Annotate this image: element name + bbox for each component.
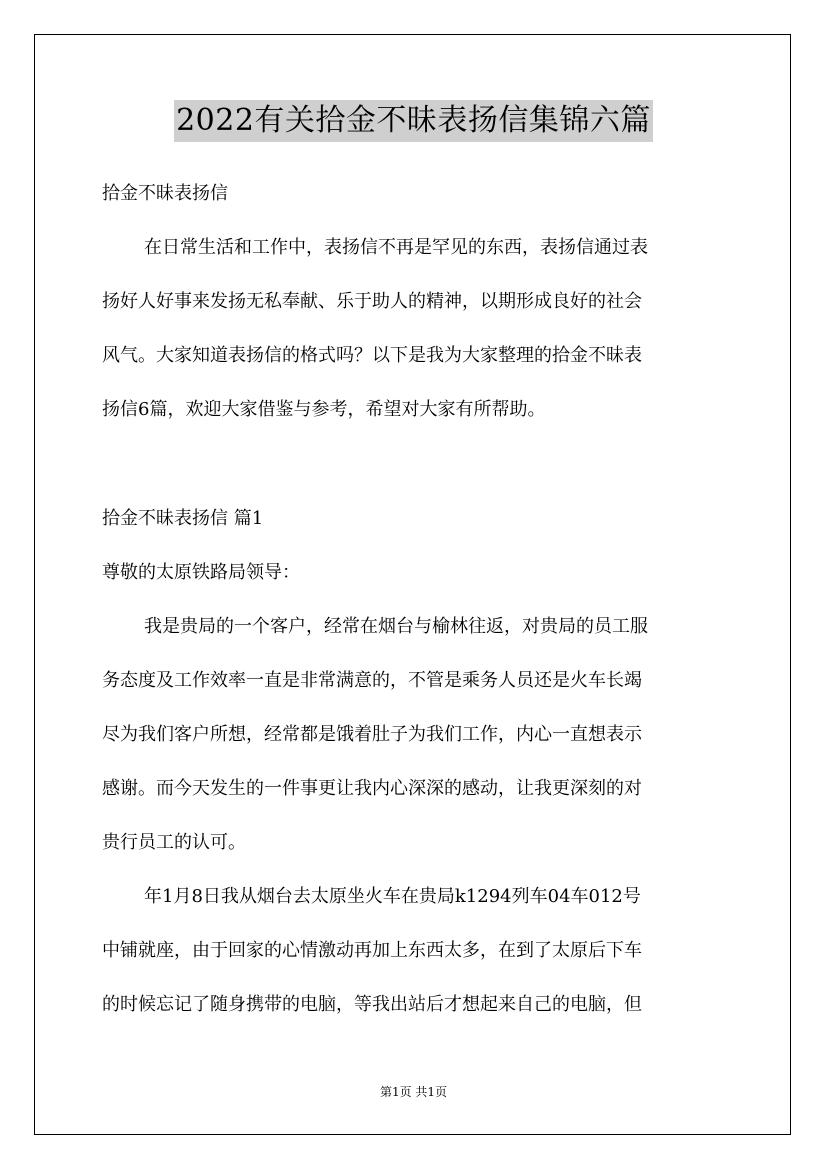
document-title: 2022有关拾金不昧表扬信集锦六篇 <box>174 100 653 142</box>
letter-heading: 拾金不昧表扬信 篇1 <box>102 508 264 529</box>
page-footer: 第1页 共1页 <box>379 1085 448 1099</box>
intro-line: 扬信6篇，欢迎大家借鉴与参考，希望对大家有所帮助。 <box>102 399 546 420</box>
paragraph-line: 我是贵局的一个客户，经常在烟台与榆林往返，对贵局的员工服 <box>144 616 648 637</box>
salutation: 尊敬的太原铁路局领导： <box>102 562 300 583</box>
paragraph-line: 感谢。而今天发生的一件事更让我内心深深的感动，让我更深刻的对 <box>102 778 642 799</box>
paragraph-line: 尽为我们客户所想，经常都是饿着肚子为我们工作，内心一直想表示 <box>102 724 642 745</box>
paragraph-line: 贵行员工的认可。 <box>102 832 246 853</box>
paragraph-line: 中铺就座，由于回家的心情激动再加上东西太多，在到了太原后下车 <box>102 940 642 961</box>
intro-line: 风气。大家知道表扬信的格式吗？以下是我为大家整理的拾金不昧表 <box>102 345 642 366</box>
paragraph-line: 务态度及工作效率一直是非常满意的，不管是乘务人员还是火车长竭 <box>102 670 642 691</box>
title-wrap <box>0 100 827 142</box>
section-heading: 拾金不昧表扬信 <box>102 183 228 204</box>
intro-line: 扬好人好事来发扬无私奉献、乐于助人的精神，以期形成良好的社会 <box>102 291 642 312</box>
intro-line: 在日常生活和工作中，表扬信不再是罕见的东西，表扬信通过表 <box>144 237 648 258</box>
paragraph-line: 年1月8日我从烟台去太原坐火车在贵局k1294列车04车012号 <box>144 886 641 907</box>
paragraph-line: 的时候忘记了随身携带的电脑，等我出站后才想起来自己的电脑，但 <box>102 994 642 1015</box>
